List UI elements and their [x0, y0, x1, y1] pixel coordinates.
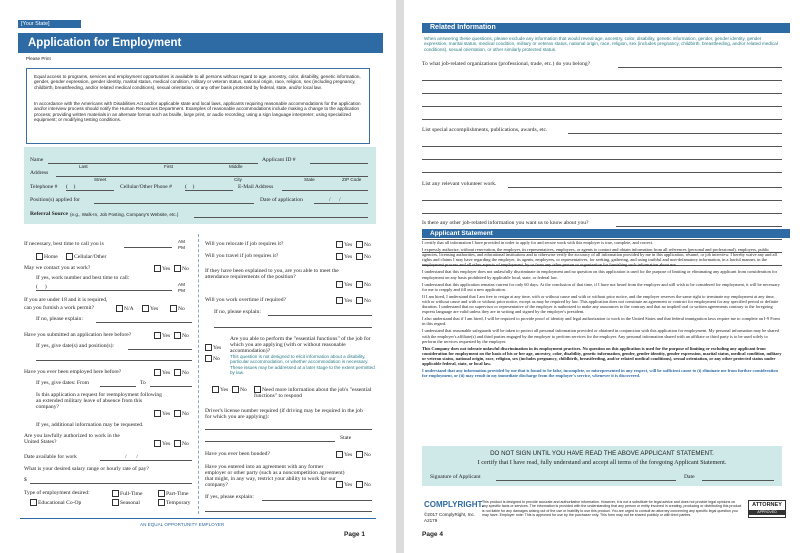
- form-number: A2179: [424, 518, 438, 523]
- related-note: When answering these questions, please exclude any information that would reveal age, ancestry, color, disability, genetic information, gender, gender identity, gender expression, marital status, medical condition, military or veteran status, national origin, race, religion, sex (includes pregnancy, childbirth, breastfeeding, and/or related medical conditions), sexual orientation, or other similarly protected status.: [424, 36, 778, 52]
- bonded-label: Have you ever been bonded?: [205, 451, 270, 457]
- middle-hint: Middle: [229, 164, 243, 169]
- date-application-input[interactable]: [314, 203, 368, 204]
- statement-p6: I also understand that if I am hired, I will be required to provide proof of identity and legal authorization to work in the United States and that federal immigration laws require me to complete an I-9 Form in this regard.: [422, 316, 780, 327]
- pm-label: PM: [178, 245, 185, 250]
- reemployment-no[interactable]: No: [174, 410, 189, 417]
- essential-yes[interactable]: Yes: [205, 344, 221, 351]
- employed-before-no[interactable]: No: [174, 369, 189, 376]
- position-input[interactable]: [94, 203, 254, 204]
- orgs-line-3[interactable]: [422, 93, 782, 94]
- overtime-explain-input-2[interactable]: [214, 327, 372, 328]
- submitted-before-yes[interactable]: Yes: [154, 332, 170, 339]
- work-permit-yes[interactable]: Yes: [142, 305, 158, 312]
- attendance-label: If they have been explained to you, are you able to meet the attendance requirements of the position?: [205, 268, 339, 280]
- page-title: Application for Employment: [18, 33, 383, 53]
- temporary-option[interactable]: Temporary: [158, 499, 190, 506]
- dates-position-input-2[interactable]: [36, 360, 192, 361]
- volunteer-input[interactable]: [508, 187, 782, 188]
- ada-text: In accordance with the Americans with Disabilities Act and/or applicable state and local laws, applicants requiring reasonable accommodations for the application and/or interview process should notify the Human Resources Department. Examples of reasonable accommodations include making a change to the application process; providing written materials in an alternate format such as braille, large print, or audio recording; using a sign language interpreter; using specialized equipment; or modifying testing conditions.: [34, 101, 361, 123]
- travel-yes[interactable]: Yes: [336, 253, 352, 260]
- statement-p9: I understand that any information provided by me that is found to be false, incomplete, or misrepresented in any respect, will be sufficient cause to (i) eliminate me from further consideration for employment, or (ii) may result in my immediate discharge from the employer's service, whenever it is discovered.: [422, 368, 778, 379]
- statement-p1: I certify that all information I have provided in order to apply for and secure work with this employer is true, complete, and correct.: [422, 240, 654, 245]
- city-hint: City: [234, 177, 242, 182]
- complyright-logo: COMPLYRIGHT.: [424, 500, 484, 509]
- agreement-no[interactable]: No: [356, 481, 371, 488]
- essential-note: This question is not designed to elicit information about a disability, particular accommodation, or whether accommodation is necessary. These issues may be addressed at a later stage to the extent permitted by law.: [230, 354, 375, 376]
- other-info-input[interactable]: [616, 226, 782, 227]
- agreement-label: Have you entered into an agreement with any former employer or other party (such as a noncompetition agreement) that might, in any way, restrict your ability to work for our company?: [205, 464, 345, 488]
- essential-no[interactable]: No: [205, 355, 220, 362]
- statement-p7: I understand that reasonable safeguards will be taken to protect all personal information provided or obtained in conjunction with this application for employment. My personal information may be shared with the employer's affiliate(s) and third parties engaged by the employer to perform services for the employer. Any personal information shared with an affiliate or third party is to be used solely to perform the services requested by the employer.: [422, 328, 779, 344]
- statement-p5: If I am hired, I understand that I am free to resign at any time, with or without cause and with or without prior notice, and the employer reserves the same right to terminate my employment at any time, with or without cause and with or without prior notice, except as may be required by law. This application does not constitute an agreement or contract for employment for any specified period or definite duration. I understand that no supervisor or representative of the employer is authorized to make any assurances to the contrary and that no implied oral or written agreements contrary to the foregoing express language are valid unless they are in writing and signed by the employer's president.: [422, 293, 779, 315]
- orgs-input[interactable]: [618, 67, 782, 68]
- essential-label: Are you able to perform the "essential functions" of the job for which you are applying (with or without reasonable accommodation)?: [230, 336, 371, 354]
- applicant-id-input[interactable]: [310, 163, 368, 164]
- give-dates-label: If yes, give dates: From: [36, 380, 89, 386]
- agreement-explain-label: If yes, please explain:: [205, 494, 254, 500]
- attendance-yes[interactable]: Yes: [336, 281, 352, 288]
- copyright-text: ©2017 ComplyRight, Inc.: [424, 512, 476, 517]
- bonded-yes[interactable]: Yes: [336, 451, 352, 458]
- applicant-id-label: Applicant ID #: [262, 157, 296, 163]
- column-divider: [198, 234, 199, 514]
- first-hint: First: [164, 164, 173, 169]
- accomplishments-line-2[interactable]: [422, 146, 782, 147]
- certify-text: I certify that I have read, fully understand and accept all terms of the foregoing Applicant Statement.: [477, 459, 727, 466]
- dates-position-input[interactable]: [128, 349, 192, 350]
- under18-label: If you are under 18 and it is required,: [24, 297, 108, 303]
- related-info-header: Related Information: [422, 23, 790, 33]
- please-print-note: Please Print: [26, 56, 51, 61]
- travel-no[interactable]: No: [356, 253, 371, 260]
- statement-body: [422, 240, 782, 378]
- accomplishments-line-4[interactable]: [422, 172, 782, 173]
- need-more-info-option[interactable]: Need more information about the job's "essential functions" to respond: [254, 386, 372, 399]
- type-employment-label: Type of employment desired:: [24, 490, 90, 496]
- submitted-before-label: Have you submitted an application here before?: [24, 332, 132, 338]
- employed-before-label: Have you ever been employed here before?: [24, 369, 122, 375]
- zip-hint: ZIP Code: [342, 177, 362, 182]
- salary-label: What is your desired salary range or hourly rate of pay?: [24, 466, 149, 472]
- part-time-option[interactable]: Part-Time: [158, 490, 188, 497]
- work-permit-na[interactable]: N/A: [116, 305, 134, 312]
- dollar-sign: $: [24, 477, 27, 483]
- cellular-option[interactable]: Cellular/Other: [66, 253, 106, 260]
- referral-label: Referral Source: [30, 211, 68, 217]
- volunteer-question: List any relevant volunteer work.: [422, 181, 497, 187]
- overtime-label: Will you work overtime if required?: [205, 297, 287, 303]
- eeo-text: Equal access to programs, services and employment opportunities is available to all persons without regard to age, ancestry, color, disability, genetic information, gender, gender expression, gender identity, marital status, medical condition, military or veteran status, national origin, race, religion, sex (including pregnancy, childbirth, breastfeeding, and/or related medical conditions), sexual orientation, or any other basis protected by federal, state, and/or local law.: [34, 74, 361, 90]
- travel-label: Will you travel if job requires it?: [205, 253, 279, 259]
- home-option[interactable]: Home: [36, 253, 58, 260]
- essential-yes-2[interactable]: Yes: [212, 386, 228, 393]
- name-label: Name: [30, 157, 44, 163]
- relocate-yes[interactable]: Yes: [336, 241, 352, 248]
- relocate-label: Will you relocate if job requires it?: [205, 241, 284, 247]
- signature-section: [422, 446, 782, 486]
- referral-input[interactable]: [194, 217, 368, 218]
- give-dates-position-label: If yes, give date(s) and position(s):: [36, 343, 114, 349]
- am-label: AM: [178, 239, 185, 244]
- essential-no-2[interactable]: No: [232, 386, 247, 393]
- legally-auth-no[interactable]: No: [174, 440, 189, 447]
- date-application-label: Date of application: [260, 197, 303, 203]
- submitted-before-no[interactable]: No: [174, 332, 189, 339]
- legal-disclaimer: This product is designed to provide accurate and authoritative information. However, it is not a substitute for legal advice and does not provide legal opinions on any specific facts or services. The information is provided with the understanding that any person or entity involved in creating, producing or distributing this product is not liable for any damages arising out of the use or inability to use this product. You are urged to consult an attorney concerning any specific legal question you may have. Employer note: This is approved for use by the purchaser only. This form may not be shared publicly or with third parties.: [482, 500, 742, 517]
- agreement-yes[interactable]: Yes: [336, 481, 352, 488]
- do-not-sign-warning: DO NOT SIGN UNTIL YOU HAVE READ THE ABOVE APPLICANT STATEMENT.: [490, 450, 714, 457]
- position-label: Position(s) applied for: [30, 197, 81, 203]
- work-permit-explain-label: If no, please explain:: [36, 316, 83, 322]
- license-label: Driver's license number required (if driving may be required in the job for which you are applying):: [205, 408, 363, 420]
- volunteer-line-3[interactable]: [422, 213, 782, 214]
- co-op-option[interactable]: Educational Co-Op: [30, 499, 81, 506]
- statement-p3: I understand that this employer does not unlawfully discriminate in employment and no question on this application is used for the purpose of limiting or eliminating any applicant from consideration for employment on any basis prohibited by applicable local, state, or federal law.: [422, 269, 778, 280]
- home-checkbox[interactable]: [36, 253, 43, 260]
- signature-date-label: Date: [684, 474, 695, 480]
- other-info-question: Is there any other job-related information you want us to know about you?: [422, 220, 589, 226]
- work-permit-no[interactable]: No: [170, 305, 185, 312]
- contact-work-yes[interactable]: Yes: [154, 265, 170, 272]
- reemployment-yes[interactable]: Yes: [154, 410, 170, 417]
- orgs-line-5[interactable]: [422, 119, 782, 120]
- best-time-input[interactable]: [124, 247, 172, 248]
- cell-label: Cellular/Other Phone #: [120, 184, 172, 190]
- orgs-line-4[interactable]: [422, 106, 782, 107]
- personal-info-section: Name Last First Middle Applicant ID # Address Street City State ZIP Code Telephone # ( ) Cellular/Other Phone # ( ) E-Mail Address Position(s) applied for Date of application / / Referral Source (e.g., Walk-In, Job Posting, Company's Website, etc.): [24, 147, 376, 224]
- contact-work-no[interactable]: No: [174, 265, 189, 272]
- statement-p4: I understand that this application remains current for only 60 days. At the conclusion of that time, if I have not heard from the employer and still wish to be considered for employment, it will be necessary for me to reapply and fill out a new application.: [422, 281, 780, 292]
- state-tab: [Your State]: [18, 20, 81, 28]
- license-state-input[interactable]: [205, 441, 335, 442]
- overtime-explain-input[interactable]: [268, 315, 372, 316]
- page-4: [404, 0, 800, 553]
- legally-auth-yes[interactable]: Yes: [154, 440, 170, 447]
- accomplishments-input[interactable]: [568, 133, 782, 134]
- license-input[interactable]: [205, 429, 372, 430]
- last-hint: Last: [79, 164, 88, 169]
- seasonal-option[interactable]: Seasonal: [112, 499, 140, 506]
- signature-date-input[interactable]: [702, 480, 774, 481]
- relocate-no[interactable]: No: [356, 241, 371, 248]
- employed-from-input[interactable]: [100, 386, 136, 387]
- page-number-4: Page 4: [422, 531, 443, 538]
- address-label: Address: [30, 170, 49, 176]
- cell-input[interactable]: [185, 190, 233, 191]
- employed-before-yes[interactable]: Yes: [154, 369, 170, 376]
- overtime-explain-label: If no, please explain:: [214, 309, 261, 315]
- work-permit-label: can you furnish a work permit?: [24, 305, 95, 311]
- to-label: To: [140, 380, 146, 386]
- best-time-label: If necessary, best time to call you is: [24, 241, 104, 247]
- work-number-label: If yes, work number and best time to call:: [36, 275, 130, 281]
- additional-info-label: If yes, additional information may be requested.: [36, 422, 144, 428]
- page-1: [Your State] Application for Employment Please Print Equal access to programs, services and employment opportunities is available to all persons without regard to age, ancestry, color, disability, genetic information, gender, gender expression, gender identity, marital status, medical condition, military or veteran status, national origin, race, religion, sex (including pregnancy, childbirth, breastfeeding, and/or related medical conditions), sexual orientation, or any other basis protected by federal, state, and/or local law. In accordance with the Americans with Disabilities Act and/or applicable state and local laws, applicants requiring reasonable accommodations for the application and/or interview process should notify the Human Resources Department. Examples of reasonable accommodations include making a change to the application process; providing written materials in an alternate format such as braille, large print, or audio recording; using a sign language interpreter; using specialized equipment; or modifying testing conditions. Name Last First Middle Applicant ID # Address Street City State ZIP Code Telephone # ( ) Cellular/Other Phone # ( ) E-Mail Address Position(s) applied for Date of application / / Referral Source (e.g., Walk-In, Job Posting, Company's Website, etc.) If necessary, best time to call you is AM PM Home Cellular/Other May we contact you at work? Yes No If yes, work number and best time to call: ( ) AM PM If you are under 18 and it is required, can you furnish a work permit? N/A Yes No If no, please explain: Have you submitted an application here before? Yes No If yes, give date(s) and position(s): Have you ever been employed here before? Yes No If yes, give dates: From To Is this application a request for reemployment following an extended military leave of absence from this company? Yes No If yes, additional information may be requested. Are you lawfully authorized to work in the United States? Yes No Date available for work / / What is your desired salary range or hourly rate of pay? $ Type of employment desired: Full-Time Part-Time Educational Co-Op Seasonal Temporary Will you relocate if job requires it? Yes No Will you travel if job requires it? Yes No If they have been explained to you, are you able to meet the attendance requirements of the position? Yes No Will you work overtime if required? Yes No If no, please explain: Are you able to perform the "essential functions" of the job for which you are applying (with or without reasonable accommodation)? Yes No This question is not designed to elicit information about a disability, particular accommodation, or whether accommodation is necessary. These issues may be addressed at a later stage to the extent permitted by law. Yes No Need more information about the job's "essential functions" to respond Driver's license number required (if driving may be required in the job for which you are applying): State Have you ever been bonded? Yes No Have you entered into an agreement with any former employer or other party (such as a noncompetition agreement) that might, in any way, restrict your ability to work for our company? Yes No If yes, please explain: AN EQUAL OPPORTUNITY EMPLOYER Page 1: [0, 0, 396, 553]
- eeo-notice-box: [26, 68, 370, 144]
- date-available-input[interactable]: [100, 460, 192, 461]
- attorney-approved-badge: ATTORNEY APPROVED: [748, 500, 786, 518]
- email-input[interactable]: [282, 190, 368, 191]
- overtime-yes[interactable]: Yes: [336, 297, 352, 304]
- attendance-no[interactable]: No: [356, 281, 371, 288]
- full-time-option[interactable]: Full-Time: [112, 490, 143, 497]
- work-number-input[interactable]: [36, 290, 172, 291]
- accomplishments-line-3[interactable]: [422, 159, 782, 160]
- signature-input[interactable]: [496, 480, 676, 481]
- street-hint: Street: [94, 177, 107, 182]
- overtime-no[interactable]: No: [356, 297, 371, 304]
- work-permit-explain-input[interactable]: [96, 322, 192, 323]
- email-label: E-Mail Address: [238, 184, 274, 190]
- applicant-statement-header: Applicant Statement: [422, 229, 790, 238]
- cellular-checkbox[interactable]: [66, 253, 73, 260]
- reemployment-label: Is this application a request for reemployment following an extended military leave of absence from this company?: [36, 392, 162, 410]
- contact-work-label: May we contact you at work?: [24, 265, 91, 271]
- referral-hint: (e.g., Walk-In, Job Posting, Company's Website, etc.): [70, 212, 179, 217]
- legally-auth-label: Are you lawfully authorized to work in the United States?: [24, 433, 120, 445]
- footer-rule: [20, 518, 376, 519]
- page-number: Page 1: [344, 531, 365, 538]
- employed-to-input[interactable]: [150, 386, 192, 387]
- accomplishments-question: List special accomplishments, publications, awards, etc.: [422, 127, 548, 133]
- statement-p8: This Company does not tolerate unlawful discrimination in its employment practices. No question on this application is used for the purpose of limiting or excluding any applicant from consideration for employment on the basis of his or her age, ancestry, color, disability, genetic information, gender, gender identity, gender expression, marital status, medical condition, military or veteran status, national origin, race, religion, sex (includes pregnancy, childbirth, breastfeeding, and/or related medical conditions), sexual orientation, or any other protected status under applicable federal, state, or local law.: [422, 345, 782, 366]
- orgs-line-2[interactable]: [422, 80, 782, 81]
- date-available-label: Date available for work: [24, 454, 77, 460]
- statement-p2: I expressly authorize, without reservation, the employer, its representatives, employees, or agents to contact and obtain information from all references (personal and professional), employers, public agencies, licensing authorities, and educational institutions and to otherwise verify the accuracy of all information provided by me in this application, résumé, or job interview. I hereby waive any and all rights and claims I may have regarding the employer, its agents, employees, or representatives, for seeking, gathering, and using truthful and non-defamatory information, in a lawful manner, in the employment process and all other aspects of employment, by or from any other person or organization for furnishing such information about me.: [422, 247, 777, 268]
- agreement-explain-input[interactable]: [262, 500, 372, 501]
- bonded-no[interactable]: No: [356, 451, 371, 458]
- volunteer-line-2[interactable]: [422, 200, 782, 201]
- state-hint: State: [304, 177, 315, 182]
- signature-label: Signature of Applicant: [430, 474, 481, 480]
- license-state-label: State: [340, 435, 352, 441]
- agreement-explain-input-2[interactable]: [205, 511, 372, 512]
- salary-input[interactable]: [30, 483, 192, 484]
- telephone-label: Telephone #: [30, 184, 58, 190]
- orgs-question: To what job-related organizations (professional, trade, etc.) do you belong?: [422, 61, 591, 67]
- telephone-input[interactable]: [66, 190, 114, 191]
- eeo-footer: AN EQUAL OPPORTUNITY EMPLOYER: [140, 522, 225, 527]
